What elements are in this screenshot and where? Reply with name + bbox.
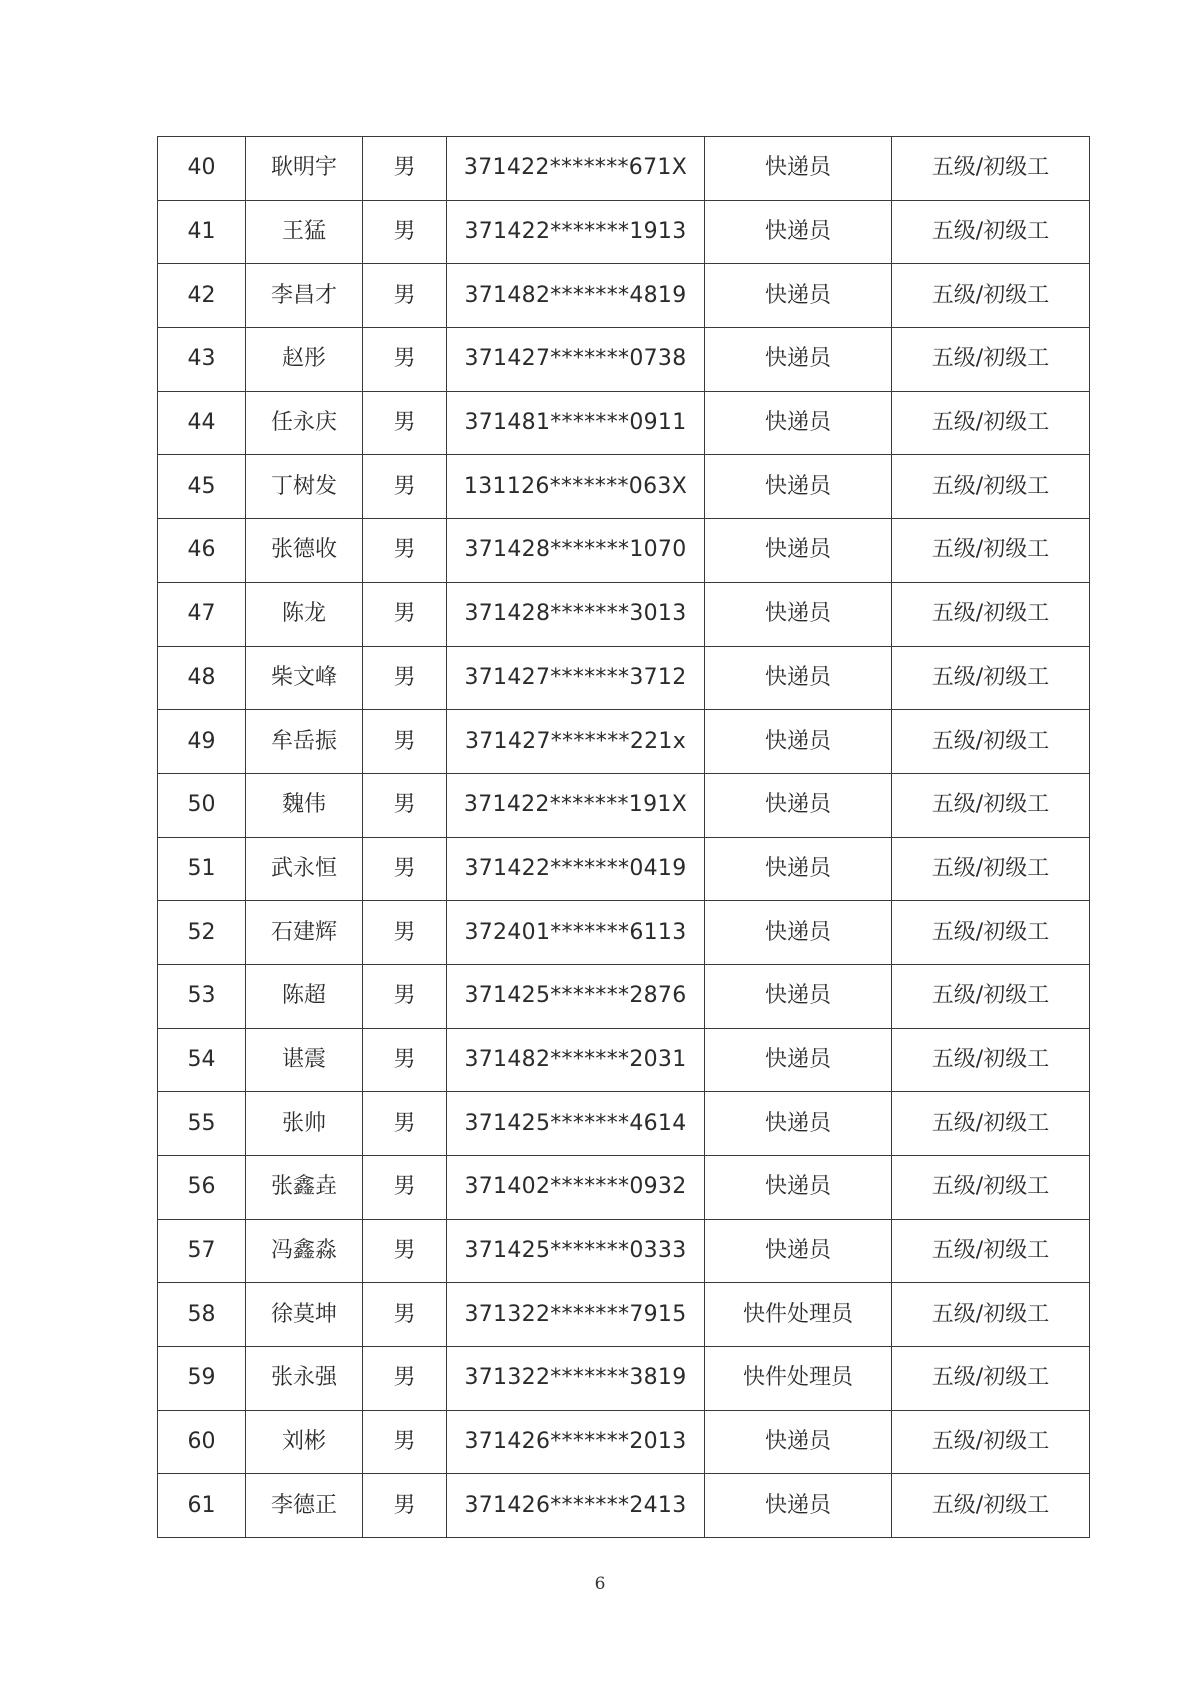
occupation-cell: 快递员 (705, 519, 892, 583)
id-number-cell: 371422*******0419 (447, 837, 705, 901)
skill-level-cell: 五级/初级工 (892, 1028, 1090, 1092)
occupation-cell: 快递员 (705, 710, 892, 774)
gender-cell: 男 (363, 391, 447, 455)
id-number-cell: 371422*******671X (447, 137, 705, 201)
table-row (158, 137, 1090, 201)
name-cell: 魏伟 (246, 773, 363, 837)
id-number-cell: 371482*******2031 (447, 1028, 705, 1092)
id-number-cell: 371422*******1913 (447, 200, 705, 264)
name-cell: 张鑫垚 (246, 1156, 363, 1220)
gender-cell: 男 (363, 837, 447, 901)
row-number-cell: 56 (158, 1156, 246, 1220)
roster-table-body (158, 137, 1090, 1538)
gender-cell: 男 (363, 519, 447, 583)
skill-level-cell: 五级/初级工 (892, 1283, 1090, 1347)
id-number-cell: 371482*******4819 (447, 264, 705, 328)
occupation-cell: 快递员 (705, 137, 892, 201)
skill-level-cell: 五级/初级工 (892, 1156, 1090, 1220)
id-number-cell: 371322*******7915 (447, 1283, 705, 1347)
gender-cell: 男 (363, 1028, 447, 1092)
occupation-cell: 快递员 (705, 1028, 892, 1092)
row-number-cell: 44 (158, 391, 246, 455)
occupation-cell: 快递员 (705, 837, 892, 901)
skill-level-cell: 五级/初级工 (892, 1219, 1090, 1283)
skill-level-cell: 五级/初级工 (892, 200, 1090, 264)
occupation-cell: 快递员 (705, 773, 892, 837)
table-row (158, 1156, 1090, 1220)
skill-level-cell: 五级/初级工 (892, 264, 1090, 328)
gender-cell: 男 (363, 1092, 447, 1156)
name-cell: 武永恒 (246, 837, 363, 901)
name-cell: 张帅 (246, 1092, 363, 1156)
name-cell: 李昌才 (246, 264, 363, 328)
gender-cell: 男 (363, 773, 447, 837)
id-number-cell: 371428*******1070 (447, 519, 705, 583)
id-number-cell: 371425*******0333 (447, 1219, 705, 1283)
gender-cell: 男 (363, 1219, 447, 1283)
table-row (158, 1283, 1090, 1347)
skill-level-cell: 五级/初级工 (892, 1347, 1090, 1411)
occupation-cell: 快递员 (705, 646, 892, 710)
skill-level-cell: 五级/初级工 (892, 1474, 1090, 1538)
row-number-cell: 51 (158, 837, 246, 901)
row-number-cell: 42 (158, 264, 246, 328)
id-number-cell: 371426*******2013 (447, 1410, 705, 1474)
id-number-cell: 371322*******3819 (447, 1347, 705, 1411)
skill-level-cell: 五级/初级工 (892, 1092, 1090, 1156)
gender-cell: 男 (363, 1474, 447, 1538)
row-number-cell: 55 (158, 1092, 246, 1156)
row-number-cell: 46 (158, 519, 246, 583)
gender-cell: 男 (363, 901, 447, 965)
table-row (158, 1410, 1090, 1474)
name-cell: 谌震 (246, 1028, 363, 1092)
table-row (158, 964, 1090, 1028)
id-number-cell: 371481*******0911 (447, 391, 705, 455)
gender-cell: 男 (363, 710, 447, 774)
gender-cell: 男 (363, 200, 447, 264)
table-row (158, 1219, 1090, 1283)
occupation-cell: 快件处理员 (705, 1347, 892, 1411)
skill-level-cell: 五级/初级工 (892, 837, 1090, 901)
id-number-cell: 371422*******191X (447, 773, 705, 837)
roster-table (157, 136, 1090, 1538)
name-cell: 牟岳振 (246, 710, 363, 774)
name-cell: 张永强 (246, 1347, 363, 1411)
occupation-cell: 快递员 (705, 1410, 892, 1474)
row-number-cell: 45 (158, 455, 246, 519)
row-number-cell: 60 (158, 1410, 246, 1474)
gender-cell: 男 (363, 264, 447, 328)
skill-level-cell: 五级/初级工 (892, 773, 1090, 837)
row-number-cell: 58 (158, 1283, 246, 1347)
id-number-cell: 371425*******4614 (447, 1092, 705, 1156)
table-row (158, 582, 1090, 646)
skill-level-cell: 五级/初级工 (892, 455, 1090, 519)
name-cell: 冯鑫淼 (246, 1219, 363, 1283)
occupation-cell: 快递员 (705, 582, 892, 646)
occupation-cell: 快递员 (705, 391, 892, 455)
skill-level-cell: 五级/初级工 (892, 391, 1090, 455)
table-row (158, 710, 1090, 774)
row-number-cell: 49 (158, 710, 246, 774)
id-number-cell: 371425*******2876 (447, 964, 705, 1028)
occupation-cell: 快递员 (705, 964, 892, 1028)
occupation-cell: 快递员 (705, 1219, 892, 1283)
table-row (158, 328, 1090, 392)
row-number-cell: 47 (158, 582, 246, 646)
page-number: 6 (594, 1574, 606, 1594)
name-cell: 耿明宇 (246, 137, 363, 201)
occupation-cell: 快递员 (705, 200, 892, 264)
table-row (158, 1474, 1090, 1538)
occupation-cell: 快递员 (705, 328, 892, 392)
table-row (158, 837, 1090, 901)
table-row (158, 1028, 1090, 1092)
row-number-cell: 59 (158, 1347, 246, 1411)
row-number-cell: 50 (158, 773, 246, 837)
skill-level-cell: 五级/初级工 (892, 1410, 1090, 1474)
skill-level-cell: 五级/初级工 (892, 137, 1090, 201)
table-row (158, 901, 1090, 965)
name-cell: 王猛 (246, 200, 363, 264)
id-number-cell: 371427*******221x (447, 710, 705, 774)
gender-cell: 男 (363, 328, 447, 392)
row-number-cell: 57 (158, 1219, 246, 1283)
gender-cell: 男 (363, 964, 447, 1028)
skill-level-cell: 五级/初级工 (892, 901, 1090, 965)
row-number-cell: 40 (158, 137, 246, 201)
gender-cell: 男 (363, 137, 447, 201)
skill-level-cell: 五级/初级工 (892, 582, 1090, 646)
name-cell: 任永庆 (246, 391, 363, 455)
row-number-cell: 61 (158, 1474, 246, 1538)
gender-cell: 男 (363, 1347, 447, 1411)
name-cell: 徐莫坤 (246, 1283, 363, 1347)
skill-level-cell: 五级/初级工 (892, 519, 1090, 583)
id-number-cell: 372401*******6113 (447, 901, 705, 965)
name-cell: 陈超 (246, 964, 363, 1028)
name-cell: 柴文峰 (246, 646, 363, 710)
table-row (158, 264, 1090, 328)
name-cell: 丁树发 (246, 455, 363, 519)
name-cell: 石建辉 (246, 901, 363, 965)
occupation-cell: 快递员 (705, 901, 892, 965)
skill-level-cell: 五级/初级工 (892, 646, 1090, 710)
id-number-cell: 371428*******3013 (447, 582, 705, 646)
occupation-cell: 快递员 (705, 455, 892, 519)
row-number-cell: 54 (158, 1028, 246, 1092)
row-number-cell: 52 (158, 901, 246, 965)
skill-level-cell: 五级/初级工 (892, 328, 1090, 392)
gender-cell: 男 (363, 1283, 447, 1347)
table-row (158, 391, 1090, 455)
id-number-cell: 371427*******0738 (447, 328, 705, 392)
gender-cell: 男 (363, 646, 447, 710)
name-cell: 张德收 (246, 519, 363, 583)
name-cell: 李德正 (246, 1474, 363, 1538)
table-row (158, 519, 1090, 583)
id-number-cell: 371427*******3712 (447, 646, 705, 710)
row-number-cell: 41 (158, 200, 246, 264)
occupation-cell: 快递员 (705, 1156, 892, 1220)
gender-cell: 男 (363, 1410, 447, 1474)
occupation-cell: 快件处理员 (705, 1283, 892, 1347)
row-number-cell: 43 (158, 328, 246, 392)
occupation-cell: 快递员 (705, 264, 892, 328)
gender-cell: 男 (363, 1156, 447, 1220)
occupation-cell: 快递员 (705, 1474, 892, 1538)
name-cell: 陈龙 (246, 582, 363, 646)
table-row (158, 773, 1090, 837)
row-number-cell: 48 (158, 646, 246, 710)
table-row (158, 455, 1090, 519)
name-cell: 赵彤 (246, 328, 363, 392)
table-row (158, 1347, 1090, 1411)
table-row (158, 200, 1090, 264)
gender-cell: 男 (363, 582, 447, 646)
id-number-cell: 131126*******063X (447, 455, 705, 519)
id-number-cell: 371402*******0932 (447, 1156, 705, 1220)
row-number-cell: 53 (158, 964, 246, 1028)
id-number-cell: 371426*******2413 (447, 1474, 705, 1538)
skill-level-cell: 五级/初级工 (892, 964, 1090, 1028)
skill-level-cell: 五级/初级工 (892, 710, 1090, 774)
name-cell: 刘彬 (246, 1410, 363, 1474)
gender-cell: 男 (363, 455, 447, 519)
table-row (158, 646, 1090, 710)
occupation-cell: 快递员 (705, 1092, 892, 1156)
table-row (158, 1092, 1090, 1156)
